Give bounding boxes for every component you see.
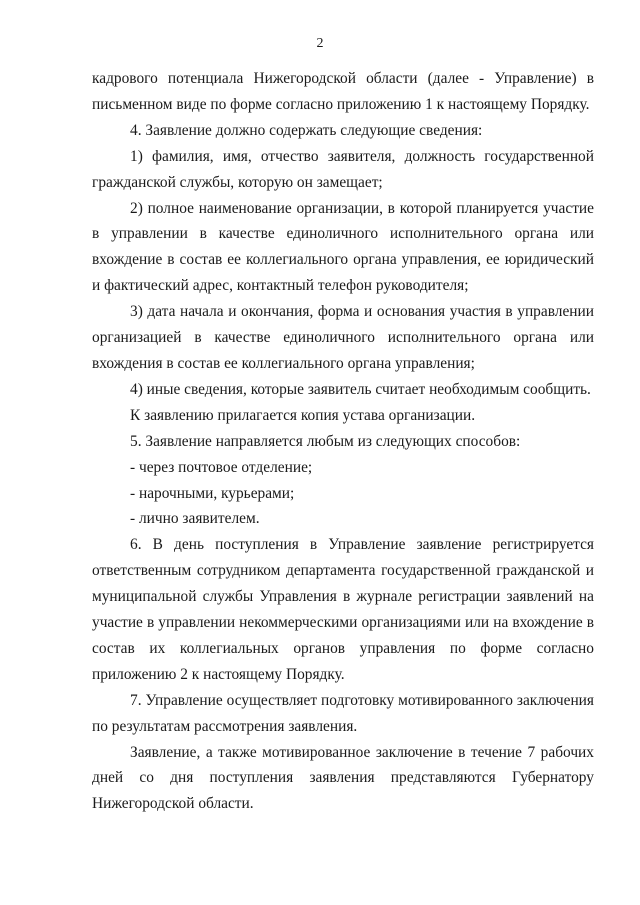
paragraph-method-courier: - нарочными, курьерами; (130, 484, 295, 502)
page-number: 2 (316, 36, 324, 51)
paragraph-item-6: 6. В день поступления в Управление заявление регистрируется ответственным сотрудником департамента государственной гражданской и муниципальной службы Управления в журнале регистрации заявлений на участие в управлении некоммерческими организациями или на вхождение в состав их коллегиальных органов управления по форме согласно приложению 2 к настоящему Порядку. (92, 536, 594, 683)
paragraph-method-post: - через почтовое отделение; (130, 458, 313, 476)
paragraph-method-in-person: - лично заявителем. (130, 510, 260, 528)
paragraph-item-4: 4. Заявление должно содержать следующие сведения: (130, 121, 483, 139)
paragraph-subitem-4: 4) иные сведения, которые заявитель считает необходимым сообщить. (130, 380, 591, 398)
paragraph-subitem-2: 2) полное наименование организации, в которой планируется участие в управлении в качестве единоличного исполнительного органа или вхождение в состав ее коллегиального органа управления, ее юридический и фактический адрес, контактный телефон руководителя; (92, 199, 594, 295)
paragraph-subitem-1: 1) фамилия, имя, отчество заявителя, должность государственной гражданской службы, которую он замещает; (92, 147, 594, 191)
paragraph-item-5: 5. Заявление направляется любым из следующих способов: (130, 432, 521, 450)
paragraph-attachment-note: К заявлению прилагается копия устава организации. (130, 406, 476, 424)
document-body (92, 66, 594, 817)
paragraph-continuation: кадрового потенциала Нижегородской области (далее - Управление) в письменном виде по форме согласно приложению 1 к настоящему Порядку. (92, 70, 594, 113)
paragraph-submission: Заявление, а также мотивированное заключение в течение 7 рабочих дней со дня поступления заявления представляются Губернатору Нижегородской области. (92, 743, 594, 813)
paragraph-item-7: 7. Управление осуществляет подготовку мотивированного заключения по результатам рассмотрения заявления. (92, 691, 594, 735)
paragraph-subitem-3: 3) дата начала и окончания, форма и основания участия в управлении организацией в качестве единоличного исполнительного органа или вхождения в состав ее коллегиального органа управления; (92, 303, 594, 372)
